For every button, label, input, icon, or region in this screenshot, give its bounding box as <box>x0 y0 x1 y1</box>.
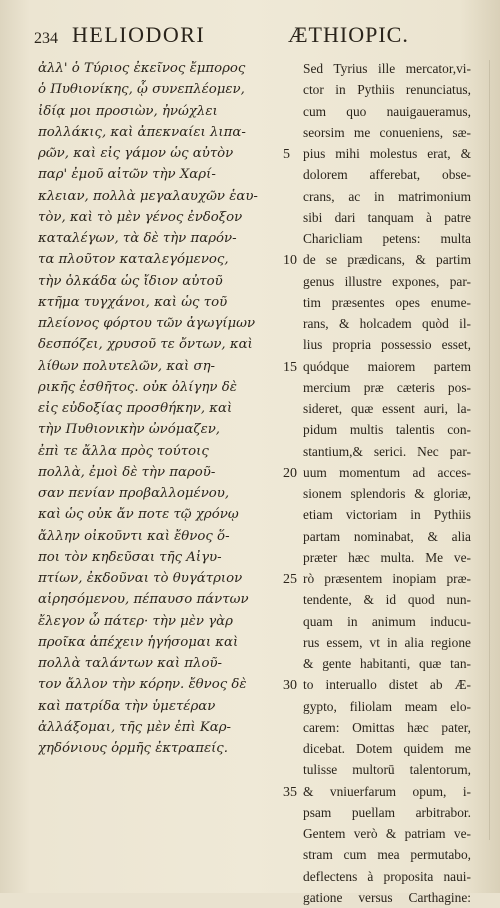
latin-text-line: mercium præ cæteris pos- <box>303 379 471 395</box>
latin-text-line: psam puellam arbitrabor. <box>303 804 471 820</box>
page-edge-shadow <box>489 60 490 840</box>
greek-text-line: ἀλλάξομαι, τῆς μὲν ἐπὶ Καρ- <box>38 719 232 735</box>
greek-text-line: παρ' ἐμοῦ αἰτῶν τὴν Χαρί- <box>38 167 216 183</box>
greek-text-line: ἀλλ' ὁ Τύριος ἐκεῖνος ἔμπορος <box>38 61 246 76</box>
greek-text-line: τον ἄλλον τὴν κόρην. ἔθνος δὲ <box>38 677 247 693</box>
page-header <box>34 22 470 50</box>
line-number: 25 <box>283 572 297 587</box>
greek-text-line: ρικῆς ἐσθῆτος. οὐκ ὀλίγην δὲ <box>38 379 237 395</box>
greek-text-line: προῖκα ἀπέχειν ἡγήσομαι καὶ <box>38 634 239 650</box>
greek-text-line: κτῆμα τυγχάνοι, καὶ ὡς τοῦ <box>38 294 228 310</box>
greek-text-line: εἰς εὐδοξίας προσθήκην, καὶ <box>38 401 233 416</box>
latin-text-line: de se prædicans, & partim <box>303 252 471 268</box>
latin-text-line: rus essem, vt in alia regione <box>303 634 471 650</box>
latin-text-line: carem: Omittas hæc pater, <box>303 719 471 735</box>
latin-text-line: to interuallo distet ab Æ- <box>303 677 471 693</box>
latin-text-line: tendente, & id quod nun- <box>303 592 471 608</box>
greek-text-line: ὁ Πυθιονίκης, ᾧ συνεπλέομεν, <box>38 82 245 98</box>
latin-text-column <box>303 58 471 908</box>
greek-text-line: χηδόνιους ὁρμῆς ἐκτραπείς. <box>38 741 228 756</box>
latin-text-line: genus illustre expones, par- <box>303 273 471 289</box>
latin-text-line: Gentem verò & patriam ve- <box>303 826 471 841</box>
greek-text-line: πολλὰ, ἐμοὶ δὲ τὴν παροῦ- <box>38 464 216 480</box>
greek-text-line: πολλὰ ταλάντων καὶ πλοῦ- <box>38 656 223 671</box>
running-head-left: HELIODORI <box>72 22 206 47</box>
latin-text-line: gypto, filiolam meam elo- <box>303 698 471 714</box>
greek-text-column <box>38 58 278 759</box>
greek-text-line: αἱρησόμενου, πέπαυσο πάντων <box>38 592 249 608</box>
greek-text-line: τὴν ὁλκάδα ὡς ἴδιον αὐτοῦ <box>38 273 223 289</box>
latin-text-line: præter hæc multa. Me ve- <box>303 549 471 565</box>
latin-text-line: partam nominabat, & alia <box>303 528 471 544</box>
greek-text-line: τὸν, καὶ τὸ μὲν γένος ἐνδοξον <box>38 209 243 225</box>
greek-text-line: ἰδίᾳ μοι προσιὼν, ἠνώχλει <box>38 103 218 119</box>
latin-text-line: seorsim me conueniens, sæ- <box>303 124 471 140</box>
greek-text-line: τα πλοῦτον καταλεγόμενος, <box>38 252 229 268</box>
latin-text-line: cum quo nauigaueramus, <box>303 103 471 119</box>
running-head-right: ÆTHIOPIC. <box>288 22 409 47</box>
latin-text-line: sideret, quæ essent auri, la- <box>303 401 471 416</box>
greek-text-line: ἄλλην οἰκοῦντι καὶ ἔθνος ὅ- <box>38 528 230 544</box>
greek-text-line: ρῶν, καὶ εἰς γάμον ὡς αὐτὸν <box>38 146 234 161</box>
greek-text-line: τὴν Πυθιονικὴν ὠνόμαζεν, <box>38 422 221 438</box>
page-number: 234 <box>34 30 58 47</box>
latin-text-line: tulisse multorū talentorum, <box>303 762 471 778</box>
greek-text-line: πτίων, ἐκδοῦναι τὸ θυγάτριον <box>38 571 243 586</box>
latin-text-line: stram cum mea permutabo, <box>303 847 471 863</box>
latin-text-line: quódque maiorem partem <box>303 358 471 374</box>
latin-text-line: crans, ac in matrimonium <box>303 188 471 204</box>
line-number: 10 <box>283 253 297 269</box>
latin-text-line: uum momentum ad acces- <box>303 464 471 480</box>
latin-text-line: stantium,& serici. Nec par- <box>303 443 471 459</box>
greek-text-line: πλείονος φόρτου τῶν ἀγωγίμων <box>38 316 256 331</box>
greek-text-line: λίθων πολυτελῶν, καὶ ση- <box>38 358 216 374</box>
latin-text-line: Sed Tyrius ille mercator,vi- <box>303 61 471 76</box>
greek-text-line: ἐπὶ τε ἄλλα πρὸς τούτοις <box>38 443 209 459</box>
latin-text-line: gatione versus Carthagine: <box>303 889 471 905</box>
latin-text-line: dicebat. Dotem quidem me <box>303 741 471 756</box>
latin-text-line: Charicliam petens: multa <box>303 231 471 246</box>
greek-text-line: σαν πενίαν προβαλλομένου, <box>38 486 230 501</box>
latin-text-line: tim præsentes opes enume- <box>303 294 471 310</box>
greek-text-line: δεσπόζει, χρυσοῦ τε ὄντων, καὶ <box>38 337 253 353</box>
latin-text-line: dolorem afferebat, obse- <box>303 167 471 183</box>
latin-text-line: ctor in Pythiis renunciatus, <box>303 82 471 98</box>
line-number: 20 <box>283 465 297 481</box>
greek-text-line: καταλέγων, τὰ δὲ τὴν παρόν- <box>38 231 237 246</box>
latin-text-line: pius mihi molestus erat, & <box>303 146 471 161</box>
latin-text-line: pidum multis talentis con- <box>303 422 471 438</box>
line-number: 5 <box>283 147 290 162</box>
latin-text-line: rò præsentem inopiam præ- <box>303 571 471 586</box>
greek-text-line: καὶ πατρίδα τὴν ὑμετέραν <box>38 698 216 714</box>
greek-text-line: κλειαν, πολλὰ μεγαλαυχῶν ἑαυ- <box>38 188 258 204</box>
latin-text-line: & gente habitanti, quæ tan- <box>303 656 471 671</box>
line-number: 15 <box>283 359 297 375</box>
greek-text-line: ποι τὸν κηδεῦσαι τῆς Αἰγυ- <box>38 549 222 565</box>
latin-text-line: quam in animum inducu- <box>303 613 471 629</box>
latin-text-line: deflectens à proposita naui- <box>303 868 471 884</box>
latin-text-line: sionem splendoris & gloriæ, <box>303 486 471 501</box>
latin-text-line: sibi dari tanquam à patre <box>303 209 471 225</box>
latin-text-line: lius propria possessio esset, <box>303 337 471 353</box>
line-number: 30 <box>283 678 297 694</box>
greek-text-line: ἔλεγον ὦ πάτερ· τὴν μὲν γὰρ <box>38 613 233 629</box>
greek-text-line: πολλάκις, καὶ ἀπεκναίει λιπα- <box>38 124 246 140</box>
line-number: 35 <box>283 784 297 800</box>
latin-text-line: etiam victoriam in Pythiis <box>303 507 471 523</box>
latin-text-line: & vniuerfarum opum, i- <box>303 783 471 799</box>
greek-text-line: καὶ ὡς οὐκ ἄν ποτε τῷ χρόνῳ <box>38 507 239 523</box>
latin-text-line: rans, & holcadem quòd il- <box>303 316 471 331</box>
